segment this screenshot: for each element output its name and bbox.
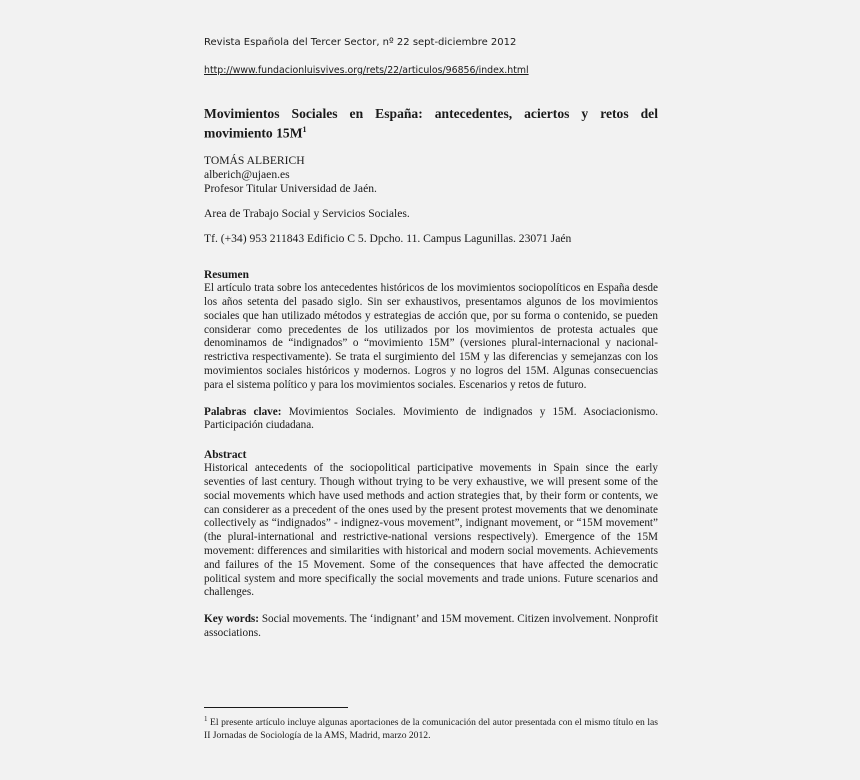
resumen-body: El artículo trata sobre los antecedentes históricos de los movimientos sociopolíticos en España desde los años setenta del pasado siglo. Sin ser exhaustivos, presentamos algunos de los movimientos sociales que han utilizado métodos y estrategias de acción que, por su forma o contenido, se pueden considerar como precedentes de los utilizados por los movimientos de protesta actuales que denominamos de “indignados” o “movimiento 15M” (versiones plural-internacional y nacional-restrictiva respectivamente). Se trata el surgimiento del 15M y las diferencias y semejanzas con los movimientos sociales históricos y modernos. Logros y no logros del 15M. Algunas consecuencias para el sistema político y para los movimientos sociales. Escenarios y retos de futuro. xyxy=(204,282,658,391)
palabras-clave xyxy=(204,406,658,434)
author-contact: Tf. (+34) 953 211843 Edificio C 5. Dpcho. 11. Campus Lagunillas. 23071 Jaén xyxy=(204,231,572,245)
resumen-heading: Resumen xyxy=(204,269,249,282)
article-title-text: Movimientos Sociales en España: antecedentes, aciertos y retos del movimiento 15M xyxy=(204,105,658,141)
author-name: TOMÁS ALBERICH xyxy=(204,154,305,168)
author-area: Area de Trabajo Social y Servicios Sociales. xyxy=(204,207,410,221)
page-content xyxy=(204,36,658,641)
key-words-label: Key words: xyxy=(204,613,260,626)
key-words xyxy=(204,613,658,641)
title-footnote-mark[interactable]: 1 xyxy=(302,124,307,134)
abstract-body: Historical antecedents of the sociopolitical participative movements in Spain since the early seventies of last century. Though without trying to be very exhaustive, we will present some of the social movements which have used methods and action strategies that, by their form or contents, we can considerer as a precedent of the ones used by the present protest movements that we denominate collectively as “indignados” - indignez-vous movement”, indignant movement, or “15M movement” (the plural-international and restrictive-national versions respectively). Emergence of the 15M movement: differences and similarities with historical and modern social movements. Achievements and failures of the 15 Movement. Some of the consequences that have affected the democratic political system and more specifically the social movements and trade unions. Future scenarios and challenges. xyxy=(204,462,658,599)
palabras-clave-text: Movimientos Sociales. Movimiento de indignados y 15M. Asociacionismo. Participación ciudadana. xyxy=(204,405,659,432)
abstract-heading: Abstract xyxy=(204,449,247,462)
article-url-line xyxy=(204,64,658,78)
journal-header: Revista Española del Tercer Sector, nº 22 sept-diciembre 2012 xyxy=(204,37,517,48)
author-email: alberich@ujaen.es xyxy=(204,167,290,181)
key-words-text: Social movements. The ‘indignant’ and 15M movement. Citizen involvement. Nonprofit associations. xyxy=(204,613,659,640)
palabras-clave-label: Palabras clave: xyxy=(204,405,282,418)
footnote-text: El presente artículo incluye algunas aportaciones de la comunicación del autor presentada con el mismo título en las II Jornadas de Sociología de la AMS, Madrid, marzo 2012. xyxy=(204,717,658,742)
footnote xyxy=(204,713,658,742)
author-position: Profesor Titular Universidad de Jaén. xyxy=(204,181,377,195)
footnote-divider xyxy=(204,707,348,708)
article-url-link[interactable]: http://www.fundacionluisvives.org/rets/22/articulos/96856/index.html xyxy=(204,65,529,76)
article-title xyxy=(204,106,658,142)
author-block xyxy=(204,154,658,245)
footnote-mark: 1 xyxy=(204,715,208,723)
